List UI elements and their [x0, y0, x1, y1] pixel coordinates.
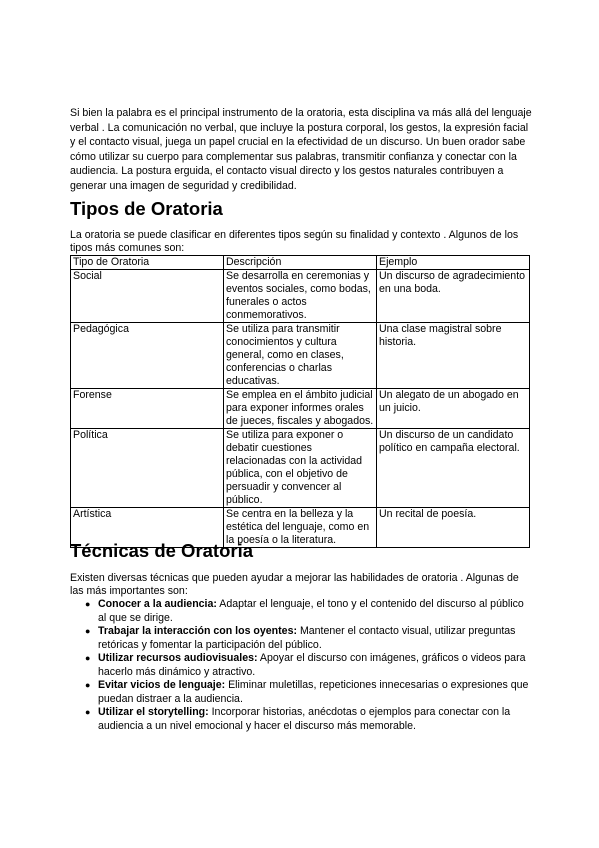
table-cell: Se utiliza para exponer o debatir cuestiones relacionadas con la actividad pública, con el objetivo de persuadir y convencer al público. — [224, 429, 377, 508]
bullet-icon: ● — [85, 653, 91, 663]
list-item-term: Conocer a la audiencia: — [98, 598, 217, 610]
table-row — [71, 270, 530, 323]
list-item-text: Apoyar el discurso con imágenes, gráficos o videos para hacerlo más dinámico y atractivo. — [98, 652, 526, 678]
table-cell: Una clase magistral sobre historia. — [377, 323, 530, 389]
table-cell: Social — [71, 270, 224, 323]
list-item-text: Adaptar el lenguaje, el tono y el contenido del discurso al público al que se dirige. — [98, 598, 524, 624]
table-cell: Forense — [71, 389, 224, 429]
table-header-cell: Descripción — [224, 256, 377, 270]
bullet-icon: ● — [85, 680, 91, 690]
list-item-term: Trabajar la interacción con los oyentes: — [98, 625, 297, 637]
bullet-icon: ● — [85, 707, 91, 717]
table-cell: Un discurso de un candidato político en campaña electoral. — [377, 429, 530, 508]
list-item-term: Evitar vicios de lenguaje: — [98, 679, 226, 691]
table-cell: Se utiliza para transmitir conocimientos y cultura general, como en clases, conferencias o charlas educativas. — [224, 323, 377, 389]
tipos-table — [70, 255, 530, 548]
table-cell: Un discurso de agradecimiento en una boda. — [377, 270, 530, 323]
table-row — [71, 323, 530, 389]
heading-tipos: Tipos de Oratoria — [70, 198, 223, 219]
table-cell: Pedagógica — [71, 323, 224, 389]
list-item-term: Utilizar recursos audiovisuales: — [98, 652, 258, 664]
list-item — [70, 625, 530, 652]
table-header-cell: Tipo de Oratoria — [71, 256, 224, 270]
bullet-icon: ● — [85, 599, 91, 609]
list-item-text: Incorporar historias, anécdotas o ejemplos para conectar con la audiencia a un nivel emocional y hacer el discurso más memorable. — [98, 706, 511, 732]
table-header-cell: Ejemplo — [377, 256, 530, 270]
table-cell: Política — [71, 429, 224, 508]
table-header-row — [71, 256, 530, 270]
table-row — [71, 389, 530, 429]
list-item-term: Utilizar el storytelling: — [98, 706, 209, 718]
table-row — [71, 429, 530, 508]
table-cell: Un recital de poesía. — [377, 508, 530, 548]
list-item-text: Mantener el contacto visual, utilizar preguntas retóricas y fomentar la participación del público. — [98, 625, 516, 651]
table-cell: Artística — [71, 508, 224, 548]
list-item — [70, 706, 530, 733]
table-cell: Se desarrolla en ceremonias y eventos sociales, como bodas, funerales o actos conmemorativos. — [224, 270, 377, 323]
list-item — [70, 598, 530, 625]
intro-paragraph: Si bien la palabra es el principal instrumento de la oratoria, esta disciplina va más allá del lenguaje verbal . La comunicación no verbal, que incluye la postura corporal, los gestos, la expresión facial y el contacto visual, juega un papel crucial en la efectividad de un discurso. Un buen orador sabe cómo utilizar su cuerpo para complementar sus palabras, transmitir confianza y conectar con la audiencia. La postura erguida, el contacto visual directo y los gestos naturales contribuyen a generar una imagen de seguridad y credibilidad. — [70, 107, 532, 192]
heading-tecnicas: Técnicas de Oratoria — [70, 540, 254, 561]
tecnicas-list — [70, 598, 530, 733]
table-cell: Se emplea en el ámbito judicial para exponer informes orales de jueces, fiscales y abogados. — [224, 389, 377, 429]
list-item-text: Eliminar muletillas, repeticiones innecesarias o expresiones que puedan distraer a la audiencia. — [98, 679, 529, 705]
list-item — [70, 652, 530, 679]
list-item — [70, 679, 530, 706]
tipos-paragraph: La oratoria se puede clasificar en diferentes tipos según su finalidad y contexto . Algunos de los tipos más comunes son: — [70, 229, 519, 254]
table-cell: Se centra en la belleza y la estética del lenguaje, como en la poesía o la literatura. — [224, 508, 377, 548]
table-cell: Un alegato de un abogado en un juicio. — [377, 389, 530, 429]
bullet-icon: ● — [85, 626, 91, 636]
tecnicas-paragraph: Existen diversas técnicas que pueden ayudar a mejorar las habilidades de oratoria . Algunas de las más importantes son: — [70, 572, 519, 597]
